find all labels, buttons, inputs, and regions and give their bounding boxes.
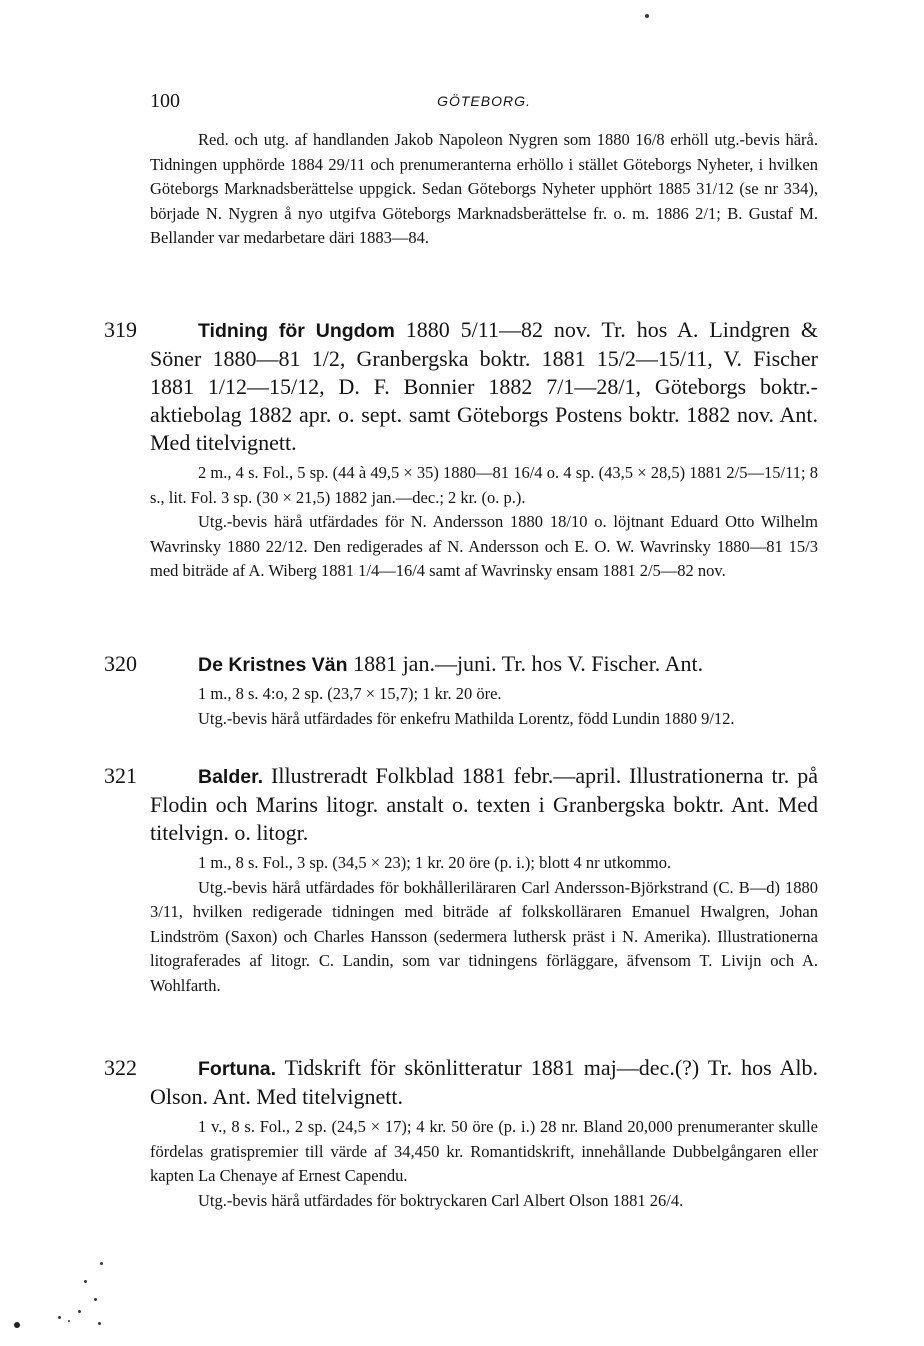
entry-heading: [150, 316, 818, 457]
entry-number: 322: [104, 1055, 137, 1080]
entry-notes: Utg.-bevis härå utfärdades för N. Andersson 1880 18/10 o. löjtnant Eduard Otto Wilhelm Wavrinsky 1880 22/12. Den redigerades af N. Andersson och E. O. W. Wavrinsky 1880—81 15/3 med biträde af A. Wiberg 1881 1/4—16/4 samt af Wavrinsky ensam 1881 2/5—82 nov.: [150, 512, 818, 580]
entry-description: 1 m., 8 s. Fol., 3 sp. (34,5 × 23); 1 kr. 20 öre (p. i.); blott 4 nr utkommo.: [198, 853, 672, 872]
entry-heading: [150, 762, 818, 847]
entry-321: [104, 762, 819, 998]
entry-imprint: Illustreradt Folkblad 1881 febr.—april. Illustrationerna tr. på Flodin och Marins litogr. anstalt o. texten i Granbergska boktr. Ant. Med titelvign. o. litogr.: [150, 763, 819, 845]
entry-description: 1 v., 8 s. Fol., 2 sp. (24,5 × 17); 4 kr. 50 öre (p. i.) 28 nr. Bland 20,000 prenumeranter skulle fördelas gratispremier till värde af 34,450 kr. Romantidskrift, innehållande Dubbelgångaren eller kapten La Chenaye af Ernest Capendu.: [150, 1117, 818, 1185]
running-title: GÖTEBORG.: [437, 93, 531, 109]
entry-imprint: 1880 5/11—82 nov. Tr. hos A. Lindgren & Söner 1880—81 1/2, Granbergska boktr. 1881 15/2—15/11, V. Fischer 1881 1/12—15/12, D. F. Bonnier 1882 7/1—28/1, Göteborgs boktr.-aktiebolag 1882 apr. o. sept. samt Göteborgs Postens boktr. 1882 nov. Ant. Med titelvignett.: [150, 317, 819, 455]
entry-318-continuation: [150, 128, 818, 251]
entry-notes: Utg.-bevis härå utfärdades för bokhålleriläraren Carl Andersson-Björkstrand (C. B—d) 1880 3/11, hvilken redigerade tidningen med biträde af folkskolläraren Emanuel Hwalgren, Johan Lindström (Saxon) och Charles Hansson (sedermera luthersk präst i N. Amerika). Illustrationerna litograferades af litogr. C. Landin, som var tidningens förläggare, äfvensom T. Livijn och A. Wohlfarth.: [150, 877, 818, 995]
scan-speck: [68, 1320, 70, 1322]
scan-speck: [98, 1322, 101, 1325]
entry-322: [104, 1054, 818, 1213]
entry-heading: [150, 650, 818, 679]
page-number: 100: [150, 90, 180, 112]
entry-number: 320: [104, 651, 137, 676]
entry-318-paragraph: Red. och utg. af handlanden Jakob Napoleon Nygren som 1880 16/8 erhöll utg.-bevis härå. Tidningen upphörde 1884 29/11 och prenumeranterna erhöllo i stället Göteborgs Nyheter, i hvilken Göteborgs Marknadsberättelse uppgick. Sedan Göteborgs Nyheter upphört 1885 31/12 (se nr 334), började N. Nygren å nyo utgifva Göteborgs Marknadsberättelse fr. o. m. 1886 2/1; B. Gustaf M. Bellander var medarbetare däri 1883—84.: [150, 130, 818, 247]
entry-description: 2 m., 4 s. Fol., 5 sp. (44 à 49,5 × 35) 1880—81 16/4 o. 4 sp. (43,5 × 28,5) 1881 2/5—15/11; 8 s., lit. Fol. 3 sp. (30 × 21,5) 1882 jan.—dec.; 2 kr. (o. p.).: [150, 463, 818, 507]
entry-title: Tidning för Ungdom: [198, 320, 395, 342]
entry-heading: [150, 1054, 818, 1111]
entry-imprint: 1881 jan.—juni. Tr. hos V. Fischer. Ant.: [353, 651, 704, 676]
scan-speck: [100, 1262, 103, 1265]
entry-notes: Utg.-bevis härå utfärdades för boktryckaren Carl Albert Olson 1881 26/4.: [198, 1190, 684, 1210]
scan-speck: [14, 1322, 20, 1328]
entry-description: 1 m., 8 s. 4:o, 2 sp. (23,7 × 15,7); 1 kr. 20 öre.: [198, 684, 502, 703]
entry-number: 321: [104, 763, 137, 788]
entry-320: [104, 650, 818, 731]
entry-number: 319: [104, 317, 137, 342]
entry-title: Balder.: [198, 766, 264, 788]
scan-speck: [645, 14, 649, 18]
entry-notes: Utg.-bevis härå utfärdades för enkefru Mathilda Lorentz, född Lundin 1880 9/12.: [198, 708, 735, 728]
page-header: [150, 90, 818, 118]
scan-speck: [84, 1280, 87, 1283]
scan-speck: [58, 1316, 61, 1319]
entry-319: [104, 316, 819, 584]
scan-speck: [78, 1310, 81, 1313]
scan-speck: [94, 1298, 97, 1301]
entry-imprint: Tidskrift för skönlitteratur 1881 maj—dec.(?) Tr. hos Alb. Olson. Ant. Med titelvignett.: [150, 1055, 818, 1109]
entry-title: De Kristnes Vän: [198, 654, 348, 676]
entry-title: Fortuna.: [198, 1058, 276, 1080]
